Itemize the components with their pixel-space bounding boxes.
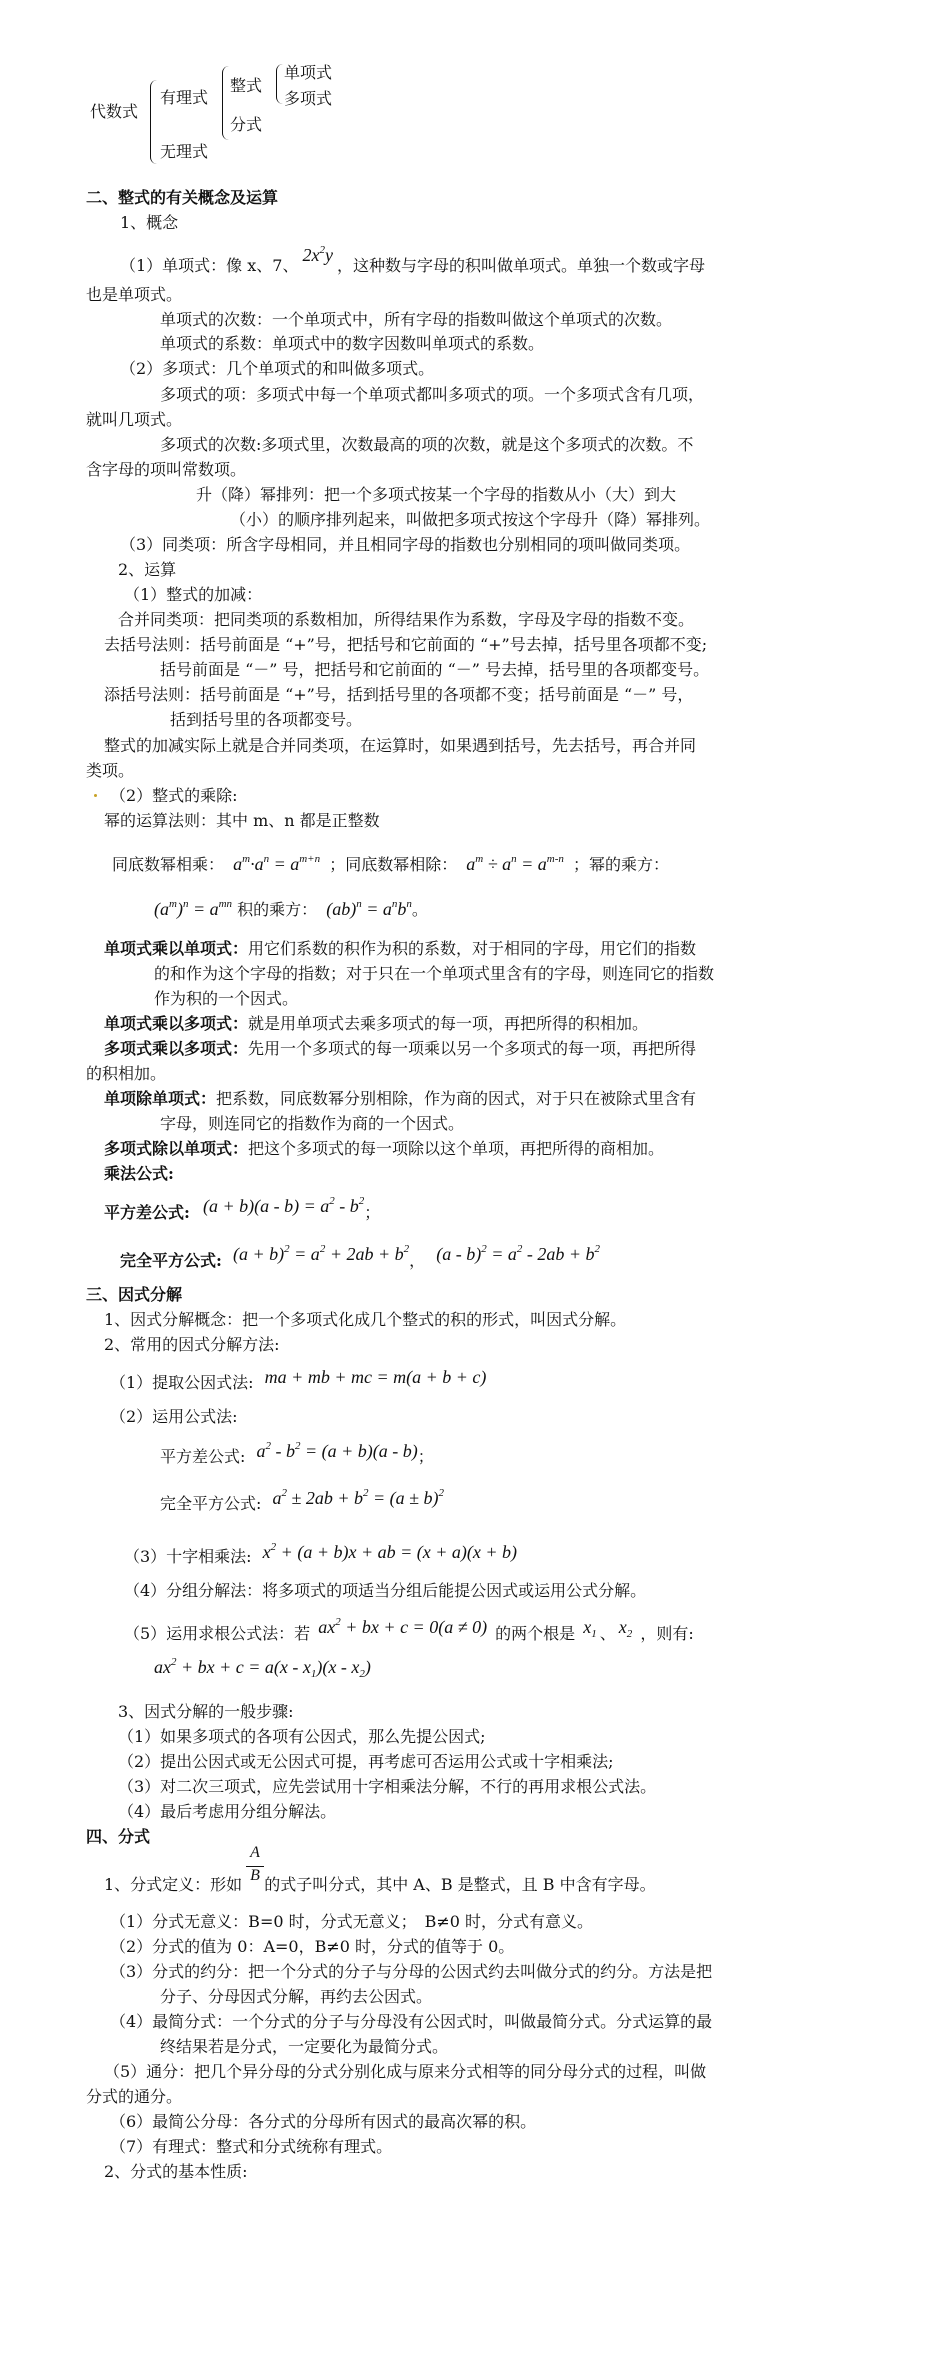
s3-step-2: （2）提出公因式或无公因式可提，再考虑可否运用公式或十字相乘法;	[118, 1752, 614, 1771]
tree-root: 代数式	[90, 102, 139, 121]
s3-step-4: （4）最后考虑用分组分解法。	[118, 1802, 337, 1821]
s2-poly-degree: 多项式的次数:多项式里，次数最高的项的次数，就是这个多项式的次数。不	[160, 435, 694, 454]
s4-p7: （7）有理式：整式和分式统称有理式。	[110, 2137, 393, 2156]
s2-poly-term-cont: 就叫几项式。	[86, 410, 183, 429]
s2-power-rule: 幂的运算法则：其中 m、n 都是正整数	[104, 811, 380, 830]
margin-mark	[94, 794, 97, 797]
tree-fractional: 分式	[230, 115, 263, 134]
s2-mult-formula: 乘法公式:	[104, 1164, 174, 1183]
s2-remove-brackets-cont: 括号前面是 “－” 号，把括号和它前面的 “－” 号去掉，括号里的各项都变号。	[160, 660, 710, 679]
tree-brace-root	[150, 80, 157, 164]
s2-poly-term: 多项式的项：多项式中每一个单项式都叫多项式的项。一个多项式含有几项，	[160, 385, 705, 404]
tree-brace-integral	[276, 64, 283, 104]
s4-p4-cont: 终结果若是分式，一定要化为最简分式。	[160, 2037, 449, 2056]
s3-step-3: （3）对二次三项式，应先尝试用十字相乘法分解，不行的再用求根公式法。	[118, 1777, 657, 1796]
tree-integral: 整式	[230, 76, 263, 95]
s3-steps: 3、因式分解的一般步骤:	[118, 1702, 294, 1721]
s2-order-cont: （小）的顺序排列起来，叫做把多项式按这个字母升（降）幂排列。	[230, 510, 711, 529]
tree-polynomial: 多项式	[284, 89, 333, 108]
s2-poly-degree-cont: 含字母的项叫常数项。	[86, 460, 247, 479]
fraction-denominator: B	[250, 1867, 260, 1884]
s2-remove-brackets: 去括号法则：括号前面是 “+”号，把括号和它前面的 “+”号去掉，括号里各项都不变;	[104, 635, 708, 654]
s2-power-laws-2: $(a^m)^n = a^{mn}$ 积的乘方： $(ab)^n = a^nb^n$。	[154, 898, 428, 919]
s2-mono-def: （1）单项式：像 x、7、$2x^2y$，这种数与字母的积叫做单项式。单独一个数或字母	[120, 244, 705, 275]
s2-addsub-summary: 整式的加减实际上就是合并同类项，在运算时，如果遇到括号，先去括号，再合并同	[104, 736, 697, 755]
s2-mul: （2）整式的乘除:	[110, 786, 238, 805]
s4-p6: （6）最简公分母：各分式的分母所有因式的最高次幂的积。	[110, 2112, 537, 2131]
s2-poly-def: （2）多项式：几个单项式的和叫做多项式。	[120, 359, 435, 378]
s2-mono-times-mono: 单项式乘以单项式：用它们系数的积作为积的系数，对于相同的字母，用它们的指数	[104, 939, 697, 958]
fraction-numerator: A	[250, 1844, 260, 1861]
s2-mono-coef: 单项式的系数：单项式中的数字因数叫单项式的系数。	[160, 334, 545, 353]
s2-addsub-summary-cont: 类项。	[86, 761, 135, 780]
s2-power-laws: 同底数幂相乘： $a^m\cdot a^n = a^{m+n}$ ；同底数幂相除： $a^m \div a^n = a^{m-n}$ ；幂的乘方：	[112, 853, 670, 874]
s2-poly-div-mono: 多项式除以单项式：把这个多项式的每一项除以这个单项，再把所得的商相加。	[104, 1139, 665, 1158]
s3-methods: 2、常用的因式分解方法:	[104, 1335, 280, 1354]
s4-p3: （3）分式的约分：把一个分式的分子与分母的公因式约去叫做分式的约分。方法是把	[110, 1962, 713, 1981]
s4-p4: （4）最简分式：一个分式的分子与分母没有公因式时，叫做最简分式。分式运算的最	[110, 2012, 713, 2031]
s2-poly-times-poly-2: 的积相加。	[86, 1064, 167, 1083]
section-3-heading: 三、因式分解	[86, 1285, 183, 1304]
s4-p2: （2）分式的值为 0：A=0，B≠0 时，分式的值等于 0。	[110, 1937, 515, 1956]
section-4-heading: 四、分式	[86, 1827, 151, 1846]
section-2-heading: 二、整式的有关概念及运算	[86, 188, 279, 207]
s3-root-formula: $ax^2$ + bx + $c = a(x - x_1)(x - x_2)$	[154, 1656, 371, 1680]
tree-brace-rational	[222, 66, 229, 140]
s2-mono-div-mono-2: 字母，则连同它的指数作为商的一个因式。	[160, 1114, 465, 1133]
s4-p5-cont: 分式的通分。	[86, 2087, 183, 2106]
tree-rational: 有理式	[160, 88, 209, 107]
s3-common-factor: （1）提取公因式法: ma + mb + mc = m(a + b + c)	[110, 1367, 487, 1392]
s4-p1: （1）分式无意义：B=0 时，分式无意义； B≠0 时，分式有意义。	[110, 1912, 594, 1931]
s3-formula-method: （2）运用公式法:	[110, 1407, 238, 1426]
s2-add-brackets-cont: 括到括号里的各项都变号。	[170, 710, 363, 729]
s2-mono-times-poly: 单项式乘以多项式：就是用单项式去乘多项式的每一项，再把所得的积相加。	[104, 1014, 649, 1033]
s2-mono-def-cont: 也是单项式。	[86, 285, 183, 304]
tree-irrational: 无理式	[160, 142, 209, 161]
s2-combine: 合并同类项：把同类项的系数相加，所得结果作为系数，字母及字母的指数不变。	[118, 610, 695, 629]
s2-poly-times-poly: 多项式乘以多项式：先用一个多项式的每一项乘以另一个多项式的每一项，再把所得	[104, 1039, 697, 1058]
s3-diff-squares: 平方差公式: $a^2 - b^2 = (a + b)(a - b)$；	[160, 1440, 434, 1466]
s4-basic-properties: 2、分式的基本性质:	[104, 2162, 248, 2181]
s2-mono-times-mono-2: 的和作为这个字母的指数；对于只在一个单项式里含有的字母，则连同它的指数	[154, 964, 715, 983]
s4-p5: （5）通分：把几个异分母的分式分别化成与原来分式相等的同分母分式的过程，叫做	[104, 2062, 707, 2081]
s3-cross-method: （3）十字相乘法: $x^2 + (a + b)x$ + ab = (x + a)(x + b)	[124, 1541, 517, 1566]
s2-mono-div-mono: 单项除单项式：把系数，同底数幂分别相除，作为商的因式，对于只在被除式里含有	[104, 1089, 697, 1108]
s3-root-method: （5）运用求根公式法：若 $ax^2$ + bx + c = 0(a ≠ 0) 的两个根是 $x_1$ 、 $x_2$ ，则有:	[124, 1616, 694, 1643]
s2-order: 升（降）幂排列：把一个多项式按某一个字母的指数从小（大）到大	[196, 485, 677, 504]
s2-add-brackets: 添括号法则：括号前面是 “+”号，括到括号里的各项都不变；括号前面是 “－” 号，	[104, 685, 694, 704]
s2-ops: 2、运算	[118, 560, 177, 579]
s4-def: 1、分式定义：形如 的式子叫分式，其中 A、B 是整式，且 B 中含有字母。	[104, 1875, 656, 1894]
s2-perfect-square: 完全平方公式: $(a + b)^2 = a^2 + 2ab + b^2$， $(a - b)^2 = a^2 - 2ab + b^2$	[120, 1243, 600, 1270]
s2-diff-squares: 平方差公式: $(a + b)(a - b) = a^2 - b^2$；	[104, 1195, 381, 1222]
s3-perfect-square: 完全平方公式: $a^2 \pm 2ab + b^2 = (a \pm b)^2$	[160, 1487, 445, 1513]
s2-mono-times-mono-3: 作为积的一个因式。	[154, 989, 299, 1008]
s3-def: 1、因式分解概念：把一个多项式化成几个整式的积的形式，叫因式分解。	[104, 1310, 627, 1329]
s2-concept: 1、概念	[120, 213, 179, 232]
s3-group-method: （4）分组分解法：将多项式的项适当分组后能提公因式或运用公式分解。	[124, 1581, 647, 1600]
s4-p3-cont: 分子、分母因式分解，再约去公因式。	[160, 1987, 433, 2006]
s2-add: （1）整式的加减：	[124, 585, 263, 604]
s2-like-terms: （3）同类项：所含字母相同，并且相同字母的指数也分别相同的项叫做同类项。	[120, 535, 691, 554]
tree-monomial: 单项式	[284, 63, 333, 82]
s2-mono-degree: 单项式的次数：一个单项式中，所有字母的指数叫做这个单项式的次数。	[160, 310, 673, 329]
s3-step-1: （1）如果多项式的各项有公因式，那么先提公因式;	[118, 1727, 486, 1746]
